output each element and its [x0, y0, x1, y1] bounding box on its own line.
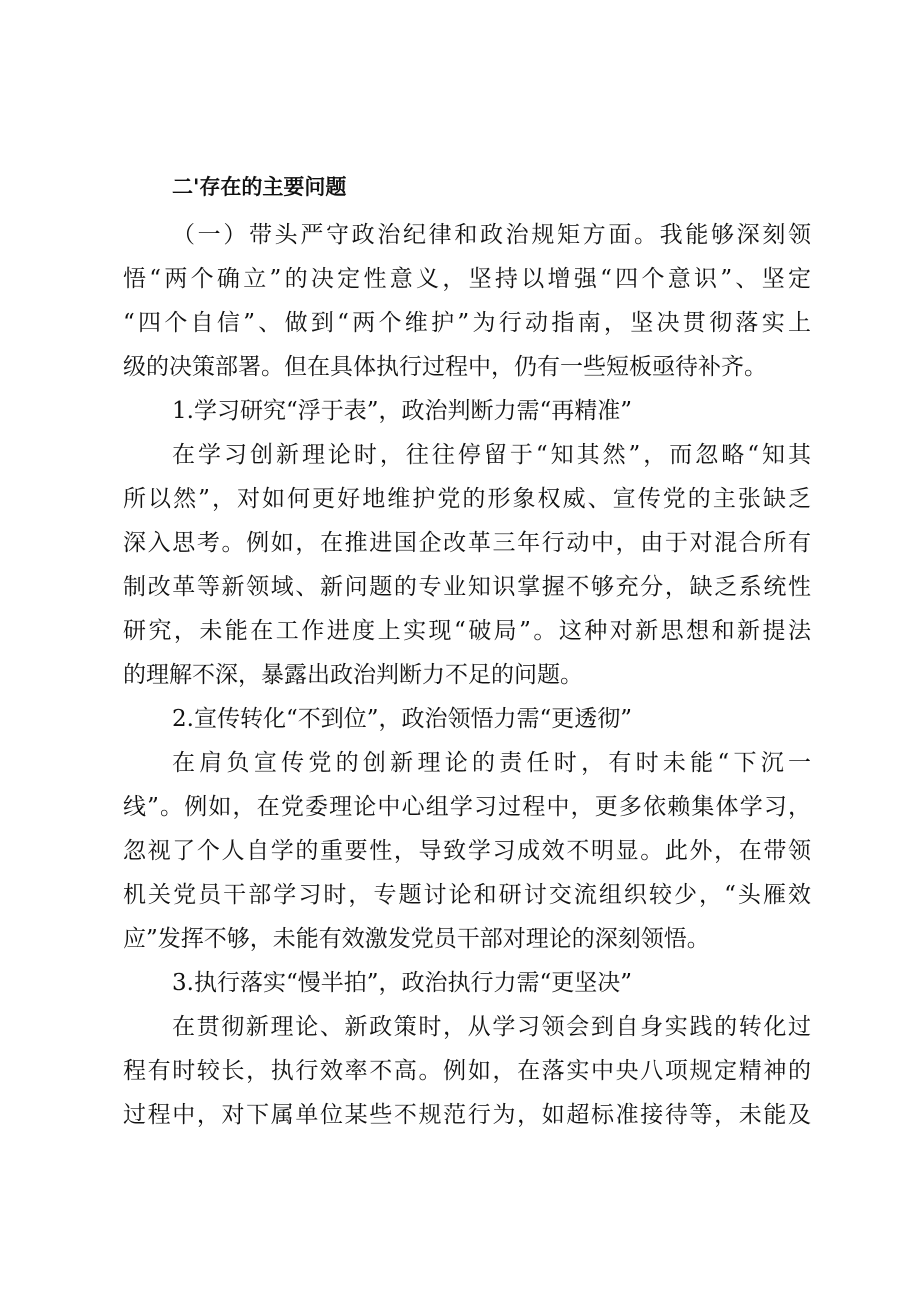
paragraph-line: 深入思考。例如，在推进国企改革三年行动中，由于对混合所有 — [123, 530, 811, 556]
paragraph-line: 级的决策部署。但在具体执行过程中，仍有一些短板亟待补齐。 — [123, 354, 767, 380]
document-body — [123, 213, 811, 1137]
paragraph-line: 程有时较长，执行效率不高。例如，在落实中央八项规定精神的 — [123, 1058, 811, 1084]
item-heading-line: 3.执行落实“慢半拍”，政治执行力需“更坚决” — [172, 970, 632, 996]
paragraph-line: 忽视了个人自学的重要性，导致学习成效不明显。此外，在带领 — [123, 838, 811, 864]
paragraph-line: 悟“两个确立”的决定性意义，坚持以增强“四个意识”、坚定 — [123, 266, 811, 292]
paragraph-line: 在肩负宣传党的创新理论的责任时，有时未能“下沉一 — [172, 750, 811, 776]
paragraph-line: 机关党员干部学习时，专题讨论和研讨交流组织较少，“头雁效 — [123, 882, 811, 908]
paragraph-line: 过程中，对下属单位某些不规范行为，如超标准接待等，未能及 — [123, 1102, 811, 1128]
paragraph-line: 线”。例如，在党委理论中心组学习过程中，更多依赖集体学习， — [123, 794, 811, 820]
paragraph-line: 制改革等新领域、新问题的专业知识掌握不够充分，缺乏系统性 — [123, 574, 811, 600]
paragraph-line: 研究，未能在工作进度上实现“破局”。这种对新思想和新提法 — [123, 618, 811, 644]
paragraph-line: 所以然”，对如何更好地维护党的形象权威、宣传党的主张缺乏 — [123, 486, 811, 512]
paragraph-line: 在贯彻新理论、新政策时，从学习领会到自身实践的转化过 — [172, 1014, 811, 1040]
paragraph-line: 的理解不深，暴露出政治判断力不足的问题。 — [123, 662, 583, 688]
section-heading: 二'存在的主要问题 — [172, 175, 347, 199]
paragraph-line: 应”发挥不够，未能有效激发党员干部对理论的深刻领悟。 — [123, 926, 710, 952]
item-heading-line: 2.宣传转化“不到位”，政治领悟力需“更透彻” — [172, 706, 632, 732]
item-heading-line: 1.学习研究“浮于表”，政治判断力需“再精准” — [172, 398, 632, 424]
paragraph-line: 在学习创新理论时，往往停留于“知其然”，而忽略“知其 — [172, 442, 811, 468]
paragraph-line: “四个自信”、做到“两个维护”为行动指南，坚决贯彻落实上 — [123, 310, 811, 336]
paragraph-line: （一）带头严守政治纪律和政治规矩方面。我能够深刻领 — [172, 222, 811, 248]
